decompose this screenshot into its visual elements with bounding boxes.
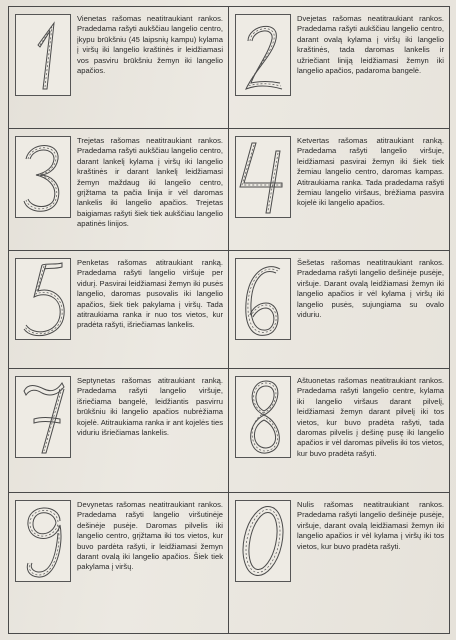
digit-cell-1 bbox=[9, 7, 229, 129]
digit-cell-3 bbox=[9, 129, 229, 251]
digit-cell-0 bbox=[229, 493, 449, 633]
digit-2-tracing-box bbox=[235, 14, 291, 96]
digit-1-instructions: Vienetas rašomas neatitraukiant rankos. Pradedama rašyti aukščiau langelio centro, įkypu brūkšniu (45 laipsnių kampu) kylama į viršų iki langelio kraštinės ir leidžiamasi vos pasviru brūkšniu žemyn iki langelio apačios. bbox=[77, 14, 223, 76]
digit-3-tracing-box bbox=[15, 136, 71, 218]
digit-0-tracing-box bbox=[235, 500, 291, 582]
digit-3-instructions: Trejetas rašomas neatitraukiant rankos. Pradedama rašyti aukščiau langelio centro, darant lankelį kylama į viršų iki langelio kraštinės ir darant lankelį leidžiamasi žemyn maždaug iki langelio centro, grįžtama ta pačia linija ir vėl daromas lankelis iki langelio apačios. Trejetas baigiamas rašyti šiek tiek aukščiau langelio apatinės linijos. bbox=[77, 136, 223, 229]
digit-7-outline bbox=[16, 377, 70, 457]
digit-1-outline bbox=[16, 15, 70, 95]
digit-4-instructions: Ketvertas rašomas atitraukiant ranką. Pradedama rašyti langelio viršuje, leidžiamasi pasvirai žemyn iki šiek tiek žemiau langelio centro, daromas kampas. Atitraukiama ranka. Tada pradedama rašyti žemiau langelio viršaus, brėžiama pasvira kojelė iki langelio apačios. bbox=[297, 136, 444, 208]
digit-1-tracing-box bbox=[15, 14, 71, 96]
digit-0-instructions: Nulis rašomas neatitraukiant rankos. Pradedama rašyti langelio dešinėje pusėje, viršuje, darant ovalą leidžiamasi žemyn iki langelio apačios ir vėl kylama į viršų iki tos vietos, kur buvo pradėta rašyti. bbox=[297, 500, 444, 551]
digit-5-tracing-box bbox=[15, 258, 71, 340]
digit-8-instructions: Aštuonetas rašomas neatitraukiant rankos. Pradedama rašyti langelio centre, kylama iki langelio viršaus darant pilvelį, leidžiamasi žemyn darant pilvelį iki tos vietos, kur buvo pradėta rašyti, tada daromas pilvelis į dešinę pusę iki langelio apačios ir vėl daromas pilvelis iki tos vietos, kur buvo pradėta rašyti. bbox=[297, 376, 444, 458]
digit-4-tracing-box bbox=[235, 136, 291, 218]
digit-cell-8 bbox=[229, 369, 449, 493]
digit-7-instructions: Septynetas rašomas atitraukiant ranką. Pradedama rašyti langelio viršuje, išriečiama bangelė, leidžiantis pasvirru brūkšniu iki langelio apačios nubrėžiama kojelė. Atitraukiama ranka ir ant kojelės ties viduriu išriečiamas lankelis. bbox=[77, 376, 223, 438]
digit-6-outline bbox=[236, 259, 290, 339]
digit-9-outline bbox=[16, 501, 70, 581]
digit-cell-6 bbox=[229, 251, 449, 369]
digit-cell-7 bbox=[9, 369, 229, 493]
digit-grid bbox=[8, 6, 450, 634]
digit-2-instructions: Dvejetas rašomas neatitraukiant rankos. Pradedama rašyti aukščiau langelio centro, darant ovalą kylama į viršų iki langelio kraštinės, tada daromas lankelis ir užriečiant liniją leidžiamasi žemyn iki langelio apačios, padaroma bangelė. bbox=[297, 14, 444, 76]
digit-6-tracing-box bbox=[235, 258, 291, 340]
digit-6-instructions: Šešetas rašomas neatitraukiant rankos. Pradedama rašyti langelio dešinėje pusėje, viršuje. Darant ovalą leidžiamasi žemyn iki langelio apačios ir vėl kylama į viršų iki langelio pusės, sujungiama su ovalo viduriu. bbox=[297, 258, 444, 320]
digit-3-outline bbox=[16, 137, 70, 217]
digit-9-instructions: Devynetas rašomas neatitraukiant rankos. Pradedama rašyti langelio viršutinėje dešinėje pusėje. Daromas pilvelis iki langelio centro, grįžtama iki tos vietos, kur buvo pardėta rašyti, ir leidžiamasi žemyn darant ovalą iki langelio apačios. Šiek tiek pakylama į viršų. bbox=[77, 500, 223, 572]
digit-4-outline bbox=[236, 137, 290, 217]
digit-7-tracing-box bbox=[15, 376, 71, 458]
digit-0-outline bbox=[236, 501, 290, 581]
digit-8-outline bbox=[236, 377, 290, 457]
digit-5-outline bbox=[16, 259, 70, 339]
digit-cell-4 bbox=[229, 129, 449, 251]
digit-9-tracing-box bbox=[15, 500, 71, 582]
digit-5-instructions: Penketas rašomas atitraukiant ranką. Pradedama rašyti langelio viršuje per vidurį. Pasvirai leidžiamasi žemyn iki pusės langelio, daromas pusovalis iki langelio apačios, šiek tiek pakylama į viršų. Tada atitraukiama ranka ir nuo tos vietos, kur pradėta rašyti, išriečiamas lankelis. bbox=[77, 258, 223, 330]
digit-cell-5 bbox=[9, 251, 229, 369]
digit-cell-2 bbox=[229, 7, 449, 129]
digit-8-tracing-box bbox=[235, 376, 291, 458]
digit-cell-9 bbox=[9, 493, 229, 633]
digit-2-outline bbox=[236, 15, 290, 95]
